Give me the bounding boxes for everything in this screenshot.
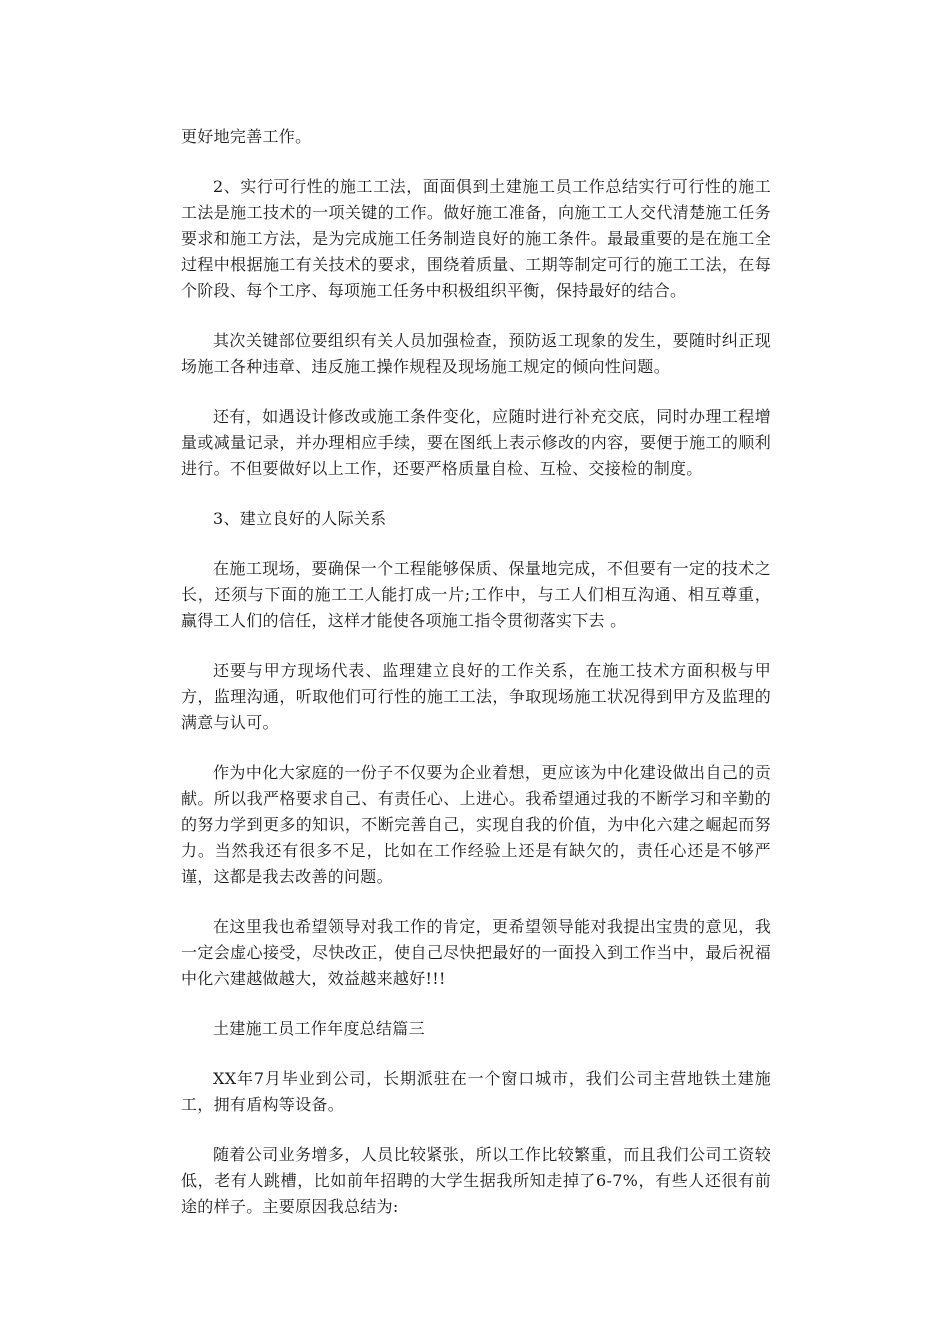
paragraph-contribution: 作为中化大家庭的一份子不仅要为企业着想，更应该为中化建设做出自己的贡献。所以我严格要求自己、有责任心、上进心。我希望通过我的不断学习和辛勤的的努力学到更多的知识，不断完善自己，实现自我的价值，为中化六建之崛起而努力。当然我还有很多不足，比如在工作经验上还是有缺欠的，责任心还是不够严谨，这都是我去改善的问题。 [181,763,771,886]
paragraph-closing-wishes: 在这里我也希望领导对我工作的肯定，更希望领导能对我提出宝贵的意见，我一定会虚心接受，尽快改正，使自己尽快把最好的一面投入到工作当中，最后祝福中化六建越做越大，效益越来越好!!! [181,917,771,988]
paragraph-key-inspection: 其次关键部位要组织有关人员加强检查，预防返工现象的发生，要随时纠正现场施工各种违章、违反施工操作规程及现场施工规定的倾向性问题。 [181,331,771,376]
paragraph-workload: 随着公司业务增多，人员比较紧张，所以工作比较繁重，而且我们公司工资较低，老有人跳槽，比如前年招聘的大学生据我所知走掉了6-7%，有些人还很有前途的样子。主要原因我总结为: [181,1145,771,1216]
paragraph-client-supervision: 还要与甲方现场代表、监理建立良好的工作关系，在施工技术方面积极与甲方，监理沟通，听取他们可行性的施工工法，争取现场施工状况得到甲方及监理的满意与认可。 [181,661,771,732]
section-heading-relationships: 3、建立良好的人际关系 [213,509,387,528]
paragraph-continuation: 更好地完善工作。 [181,127,312,146]
paragraph-graduation: XX年7月毕业到公司，长期派驻在一个窗口城市，我们公司主营地铁土建施工，拥有盾构等设备。 [181,1069,771,1114]
paragraph-design-changes: 还有，如遇设计修改或施工条件变化，应随时进行补充交底，同时办理工程增量或减量记录，并办理相应手续，要在图纸上表示修改的内容，要便于施工的顺利进行。不但要做好以上工作，还要严格质量自检、互检、交接检的制度。 [181,407,771,478]
section-heading-part-three: 土建施工员工作年度总结篇三 [213,1019,425,1038]
paragraph-site-workers: 在施工现场，要确保一个工程能够保质、保量地完成，不但要有一定的技术之长，还须与下面的施工工人能打成一片;工作中，与工人们相互沟通、相互尊重，赢得工人们的信任，这样才能使各项施工指令贯彻落实下去 。 [181,559,771,630]
paragraph-construction-method: 2、实行可行性的施工工法，面面俱到土建施工员工作总结实行可行性的施工工法是施工技术的一项关键的工作。做好施工准备，向施工工人交代清楚施工任务要求和施工方法，是为完成施工任务制造良好的施工条件。最最重要的是在施工全过程中根据施工有关技术的要求，围绕着质量、工期等制定可行的施工工法，在每个阶段、每个工序、每项施工任务中积极组织平衡，保持最好的结合。 [181,177,771,300]
document-body [181,124,771,1244]
